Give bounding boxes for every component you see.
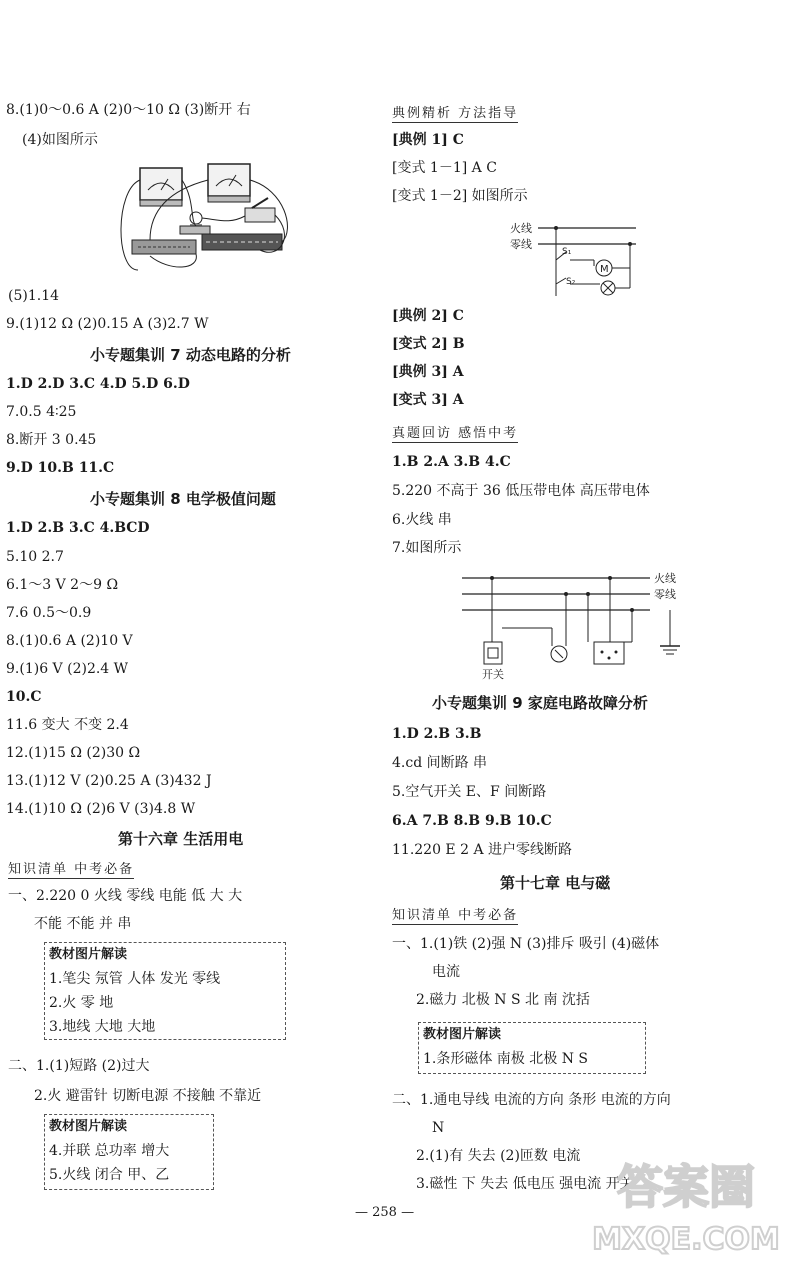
watermark-top: 答案圈	[617, 1160, 755, 1214]
section-exam-review: 真题回访 感悟中考	[392, 422, 518, 443]
ch17-line-5: N	[432, 1120, 445, 1136]
topic8-line-11: 14.(1)10 Ω (2)6 V (3)4.8 W	[6, 801, 196, 817]
section-knowledge-17: 知识清单 中考必备	[392, 904, 518, 925]
topic8-line-9: 12.(1)15 Ω (2)30 Ω	[6, 745, 141, 761]
box2-title: 教材图片解读	[49, 1119, 128, 1134]
heading-topic-8: 小专题集训 8 电学极值问题	[90, 490, 276, 508]
section-examples: 典例精析 方法指导	[392, 102, 518, 123]
topic8-line-4: 7.6 0.5～0.9	[6, 605, 92, 621]
answer-8: 8.(1)0～0.6 A (2)0～10 Ω (3)断开 右	[6, 102, 251, 118]
topic9-line-4: 6.A 7.B 8.B 9.B 10.C	[392, 813, 552, 829]
ch16-line-2: 不能 不能 并 串	[34, 916, 132, 932]
section-knowledge-16: 知识清单 中考必备	[8, 858, 134, 879]
topic8-line-2: 5.10 2.7	[6, 549, 64, 565]
box2-line-1: 4.并联 总功率 增大	[49, 1143, 170, 1159]
ch17-line-7: 3.磁性 下 失去 低电压 强电流 开关	[416, 1176, 634, 1192]
ch17-line-6: 2.(1)有 失去 (2)匝数 电流	[416, 1148, 581, 1164]
example-1: [典例 1] C	[392, 132, 464, 148]
heading-chapter-17: 第十七章 电与磁	[500, 874, 611, 892]
fig1-s1-label: S₁	[562, 247, 572, 257]
ch17-line-4: 二、1.通电导线 电流的方向 条形 电流的方向	[392, 1092, 671, 1108]
topic9-line-1: 1.D 2.B 3.B	[392, 726, 482, 742]
topic8-line-6: 9.(1)6 V (2)2.4 W	[6, 661, 129, 677]
circuit-illustration	[110, 160, 300, 280]
box1-line-1: 1.笔尖 氖管 人体 发光 零线	[49, 971, 221, 987]
variant-3: [变式 3] A	[392, 392, 464, 408]
circuit-diagram-1	[510, 220, 640, 302]
box1-line-3: 3.地线 大地 大地	[49, 1019, 156, 1035]
box1-line-2: 2.火 零 地	[49, 995, 114, 1011]
exam-line-3: 6.火线 串	[392, 512, 452, 528]
fig1-live-label: 火线	[510, 222, 532, 235]
ch16-line-4: 2.火 避雷针 切断电源 不接触 不靠近	[34, 1088, 262, 1104]
topic7-line-4: 9.D 10.B 11.C	[6, 460, 115, 476]
answer-8-5: (5)1.14	[8, 288, 60, 304]
textbook-figure-box-2	[44, 1114, 214, 1190]
ch16-line-3: 二、1.(1)短路 (2)过大	[8, 1058, 150, 1074]
topic8-line-1: 1.D 2.B 3.C 4.BCD	[6, 520, 150, 536]
answer-9: 9.(1)12 Ω (2)0.15 A (3)2.7 W	[6, 316, 209, 332]
topic8-line-8: 11.6 变大 不变 2.4	[6, 717, 129, 733]
variant-1-1: [变式 1－1] A C	[392, 160, 497, 176]
watermark-bottom: MXQE.COM	[592, 1222, 780, 1257]
topic7-line-3: 8.断开 3 0.45	[6, 432, 97, 448]
exam-line-2: 5.220 不高于 36 低压带电体 高压带电体	[392, 483, 650, 499]
exam-line-1: 1.B 2.A 3.B 4.C	[392, 454, 511, 470]
topic8-line-5: 8.(1)0.6 A (2)10 V	[6, 633, 133, 649]
page-number: — 258 —	[355, 1205, 415, 1220]
heading-chapter-16: 第十六章 生活用电	[118, 830, 244, 848]
switch-icon	[484, 642, 502, 664]
ch16-line-1: 一、2.220 0 火线 零线 电能 低 大 大	[8, 888, 243, 904]
topic9-line-3: 5.空气开关 E、F 间断路	[392, 784, 547, 800]
topic8-line-3: 6.1～3 V 2～9 Ω	[6, 577, 119, 593]
ch17-line-3: 2.磁力 北极 N S 北 南 沈括	[416, 992, 590, 1008]
topic9-line-5: 11.220 E 2 A 进户零线断路	[392, 842, 573, 858]
fig1-neutral-label: 零线	[510, 238, 532, 251]
example-3: [典例 3] A	[392, 364, 464, 380]
exam-line-4: 7.如图所示	[392, 540, 462, 556]
heading-topic-9: 小专题集训 9 家庭电路故障分析	[432, 694, 648, 712]
fig2-live-label: 火线	[654, 572, 676, 585]
topic8-line-7: 10.C	[6, 689, 42, 705]
fig1-motor-label: M	[600, 264, 609, 275]
variant-1-2: [变式 1－2] 如图所示	[392, 188, 528, 204]
example-2: [典例 2] C	[392, 308, 464, 324]
topic7-line-2: 7.0.5 4∶25	[6, 404, 77, 420]
textbook-figure-box-3	[418, 1022, 646, 1074]
variant-2: [变式 2] B	[392, 336, 465, 352]
ch17-line-1: 一、1.(1)铁 (2)强 N (3)排斥 吸引 (4)磁体	[392, 936, 660, 952]
circuit-diagram-2	[460, 566, 700, 684]
fig1-s2-label: S₂	[566, 277, 576, 287]
box3-title: 教材图片解读	[423, 1027, 502, 1042]
topic9-line-2: 4.cd 间断路 串	[392, 755, 488, 771]
ch17-line-2: 电流	[432, 964, 460, 980]
fig2-neutral-label: 零线	[654, 588, 676, 601]
topic7-line-1: 1.D 2.D 3.C 4.D 5.D 6.D	[6, 376, 190, 392]
box1-title: 教材图片解读	[49, 947, 128, 962]
box3-line-1: 1.条形磁体 南极 北极 N S	[423, 1051, 588, 1067]
answer-8-4: (4)如图所示	[22, 132, 98, 148]
heading-topic-7: 小专题集训 7 动态电路的分析	[90, 346, 291, 364]
topic8-line-10: 13.(1)12 V (2)0.25 A (3)432 J	[6, 773, 212, 789]
watermark-logo	[586, 1151, 786, 1261]
box2-line-2: 5.火线 闭合 甲、乙	[49, 1167, 170, 1183]
socket-icon	[594, 642, 624, 664]
fig2-switch-label: 开关	[482, 668, 504, 681]
textbook-figure-box-1	[44, 942, 286, 1040]
